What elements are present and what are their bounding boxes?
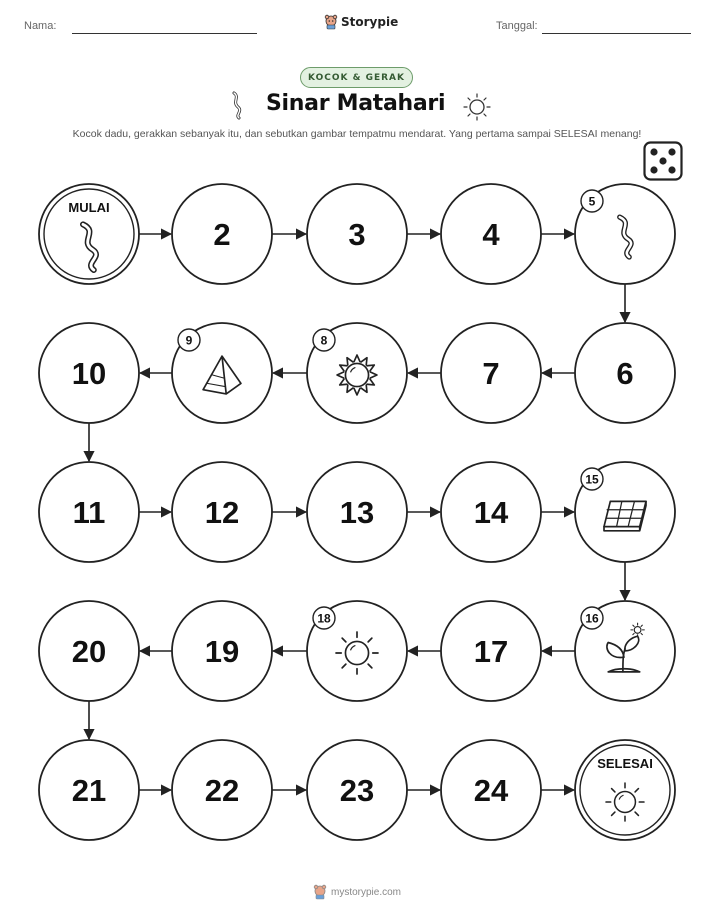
space-number: 21 (71, 773, 107, 808)
board-space (307, 601, 407, 701)
space-number: 3 (348, 217, 366, 252)
board-space (39, 462, 139, 562)
board-space (39, 740, 139, 840)
category-badge: KOCOK & GERAK (300, 67, 413, 88)
instructions: Kocok dadu, gerakkan sebanyak itu, dan sebutkan gambar tempatmu mendarat. Yang pertama sampai SELESAI menang! (72, 128, 642, 140)
finish-label: SELESAI (597, 756, 653, 771)
footer (0, 884, 714, 900)
footer-url: mystorypie.com (330, 886, 401, 898)
space-number: 6 (616, 356, 634, 391)
board-space (172, 184, 272, 284)
board-space (575, 462, 675, 562)
space-number: 19 (204, 634, 240, 669)
space-number: 14 (473, 495, 509, 530)
space-number: 24 (473, 773, 509, 808)
space-number: 22 (204, 773, 240, 808)
space-number: 23 (339, 773, 375, 808)
brand-name: Storypie (341, 15, 399, 29)
space-number: 11 (72, 495, 106, 530)
space-number: 20 (71, 634, 107, 669)
board-space (39, 601, 139, 701)
board-space (575, 601, 675, 701)
board-space (172, 462, 272, 562)
space-number: 7 (482, 356, 500, 391)
space-number: 5 (588, 194, 596, 209)
board-space (441, 740, 541, 840)
date-label: Tanggal: (496, 20, 538, 32)
space-number: 8 (320, 333, 328, 348)
board-space (441, 184, 541, 284)
space-number: 15 (585, 472, 599, 487)
board-space (307, 184, 407, 284)
start-label: MULAI (68, 200, 110, 215)
space-number: 4 (482, 217, 500, 252)
page-title: Sinar Matahari (266, 91, 446, 116)
board-space (575, 184, 675, 284)
space-number: 10 (71, 356, 107, 391)
space-number: 18 (317, 611, 331, 626)
board-space (307, 740, 407, 840)
space-number: 17 (473, 634, 509, 669)
space-number: 9 (185, 333, 193, 348)
space-number: 12 (204, 495, 240, 530)
board-space (575, 323, 675, 423)
board-space (307, 323, 407, 423)
space-number: 16 (585, 611, 599, 626)
finish-space (575, 740, 675, 840)
space-number: 13 (339, 495, 375, 530)
board-space (172, 740, 272, 840)
space-number: 2 (213, 217, 231, 252)
name-label: Nama: (24, 20, 57, 32)
board-space (441, 462, 541, 562)
start-space (39, 184, 139, 284)
board-space (441, 601, 541, 701)
mascot-icon (313, 884, 327, 900)
board-space (172, 601, 272, 701)
board-space (441, 323, 541, 423)
board-space (172, 323, 272, 423)
board-space (39, 323, 139, 423)
board-space (307, 462, 407, 562)
